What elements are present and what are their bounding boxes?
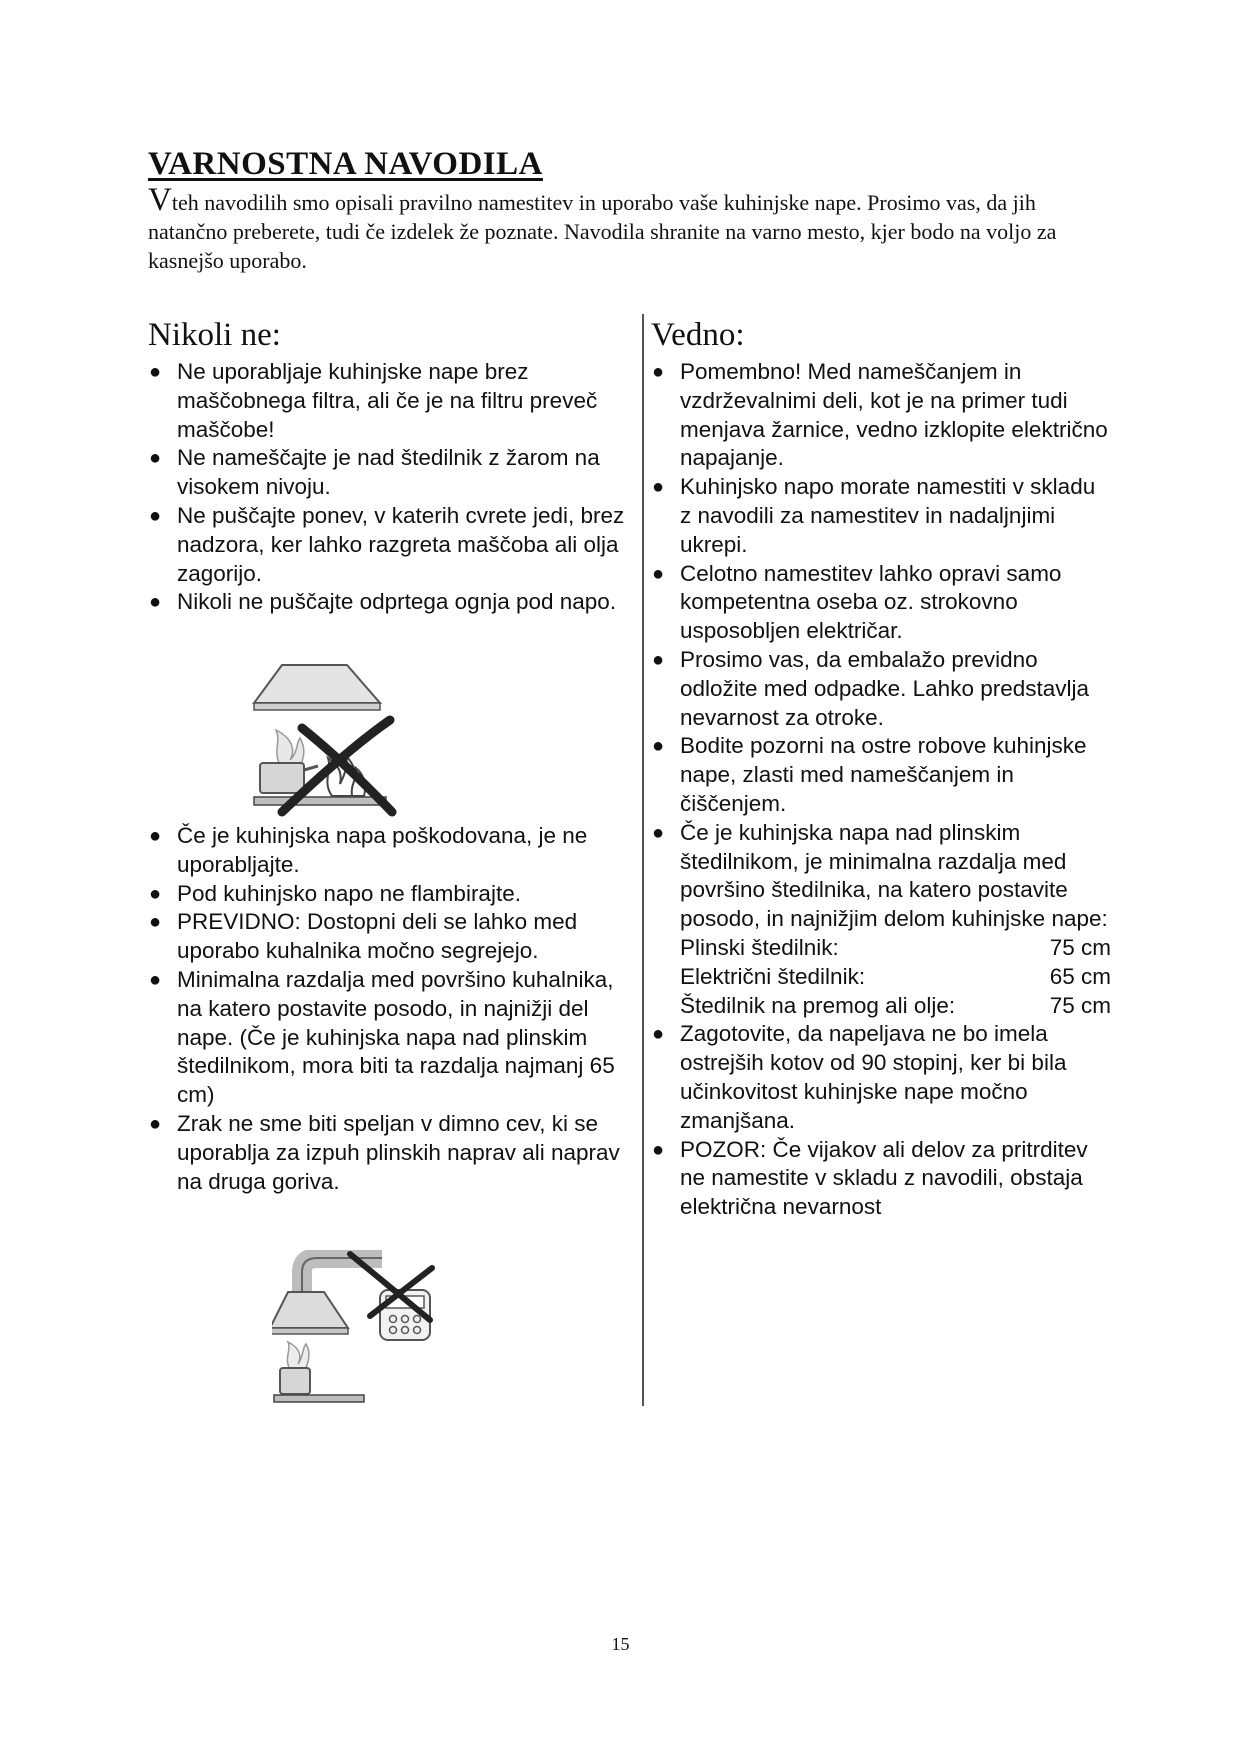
list-item: ● Kuhinjsko napo morate namestiti v skladu z navodili za namestitev in nadaljnjimi ukrepi.	[652, 474, 1096, 557]
bullet-icon: ●	[149, 911, 162, 934]
bullet-icon: ●	[149, 591, 162, 614]
list-item: ● Zrak ne sme biti speljan v dimno cev, ki se uporablja za izpuh plinskih naprav ali naprav na druga goriva.	[149, 1110, 620, 1194]
no-open-flame-icon	[252, 660, 404, 820]
list-item: ● Pomembno! Med nameščanjem in vzdrževalnimi deli, kot je na primer tudi menjava žarnice, vedno izklopite električno napajanje.	[652, 359, 1108, 471]
bullet-icon: ●	[149, 1112, 162, 1135]
bullet-icon: ●	[652, 562, 665, 585]
always-list	[651, 358, 1111, 1222]
bullet-icon: ●	[149, 447, 162, 470]
table-row: Plinski štedilnik: 75 cm	[680, 934, 1111, 960]
list-item: ● Ne uporabljaje kuhinjske nape brez maščobnega filtra, ali če je na filtru preveč maščobe!	[149, 359, 598, 442]
table-row: Štedilnik na premog ali olje: 75 cm	[680, 992, 1111, 1018]
bullet-icon: ●	[652, 361, 665, 383]
never-column	[148, 314, 638, 617]
list-item: ● PREVIDNO: Dostopni deli se lahko med uporabo kuhalnika močno segrejejo.	[149, 909, 578, 964]
intro-text: teh navodilih smo opisali pravilno namestitev in uporabo vaše kuhinjske nape. Prosimo vas, da jih natančno preberete, tudi če izdelek že poznate. Navodila shranite na varno mesto, kjer bodo na voljo za kasnejšo uporabo.	[148, 190, 1057, 273]
bullet-icon: ●	[149, 968, 162, 991]
table-row: Električni štedilnik: 65 cm	[680, 963, 1111, 989]
always-heading: Vedno:	[651, 317, 745, 353]
bullet-icon: ●	[652, 476, 665, 499]
never-list-a	[148, 358, 638, 617]
bullet-icon: ●	[652, 821, 665, 844]
bullet-icon: ●	[652, 1023, 665, 1046]
intro-paragraph	[148, 182, 1108, 275]
bullet-icon: ●	[149, 825, 162, 847]
page-title: VARNOSTNA NAVODILA	[148, 146, 543, 182]
list-item: ● Če je kuhinjska napa poškodovana, je ne uporabljajte.	[149, 823, 588, 877]
column-divider	[642, 314, 644, 1406]
list-item: ● Pod kuhinjsko napo ne flambirajte.	[148, 880, 638, 909]
never-list-b	[148, 822, 638, 1196]
bullet-icon: ●	[149, 504, 162, 527]
bullet-icon: ●	[149, 882, 162, 905]
page-number: 15	[611, 1634, 630, 1654]
list-item: ● Prosimo vas, da embalažo previdno odložite med odpadke. Lahko predstavlja nevarnost za otroke.	[652, 646, 1090, 730]
no-flue-exhaust-icon	[272, 1250, 442, 1410]
distance-table	[680, 934, 1111, 1020]
list-item: ● Ne puščajte ponev, v katerih cvrete jedi, brez nadzora, ker lahko razgreta maščoba ali olja zagorijo.	[149, 502, 625, 586]
list-item: ● Nikoli ne puščajte odprtega ognja pod napo.	[148, 588, 638, 617]
bullet-icon: ●	[149, 361, 162, 383]
never-heading: Nikoli ne:	[148, 317, 281, 353]
bullet-icon: ●	[652, 648, 665, 671]
bullet-icon: ●	[652, 1138, 665, 1161]
list-item: ● Celotno namestitev lahko opravi samo kompetentna oseba oz. strokovno usposobljen električar.	[652, 560, 1062, 644]
list-item: ● Ne nameščajte je nad štedilnik z žarom na visokem nivoju.	[149, 445, 600, 500]
list-item: ● Minimalna razdalja med površino kuhalnika, na katero postavite posodo, in najnižji del nape. (Če je kuhinjska napa nad plinskim štedilnikom, mora biti ta razdalja najmanj 65 cm)	[149, 966, 615, 1108]
distance-list-item: ● Če je kuhinjska napa nad plinskim štedilnikom, je minimalna razdalja med površino štedilnika, na katero postavite posodo, in najnižjim delom kuhinjske nape: Plinski štedilnik: 75 cm Električni štedilnik: 65 cm Štedilnik na premog ali olje: 75 cm	[651, 819, 1111, 1021]
list-item: ● Zagotovite, da napeljava ne bo imela ostrejših kotov od 90 stopinj, ker bi bila učinkovitost kuhinjske nape močno zmanjšana.	[652, 1021, 1067, 1133]
always-column	[651, 314, 1111, 1222]
list-item: ● POZOR: Če vijakov ali delov za pritrditev ne namestite v skladu z navodili, obstaja električna nevarnost	[652, 1136, 1088, 1220]
never-column-b	[148, 822, 638, 1196]
bullet-icon: ●	[652, 735, 665, 758]
intro-dropcap: V	[148, 182, 172, 218]
list-item: ● Bodite pozorni na ostre robove kuhinjske nape, zlasti med nameščanjem in čiščenjem.	[652, 733, 1087, 816]
